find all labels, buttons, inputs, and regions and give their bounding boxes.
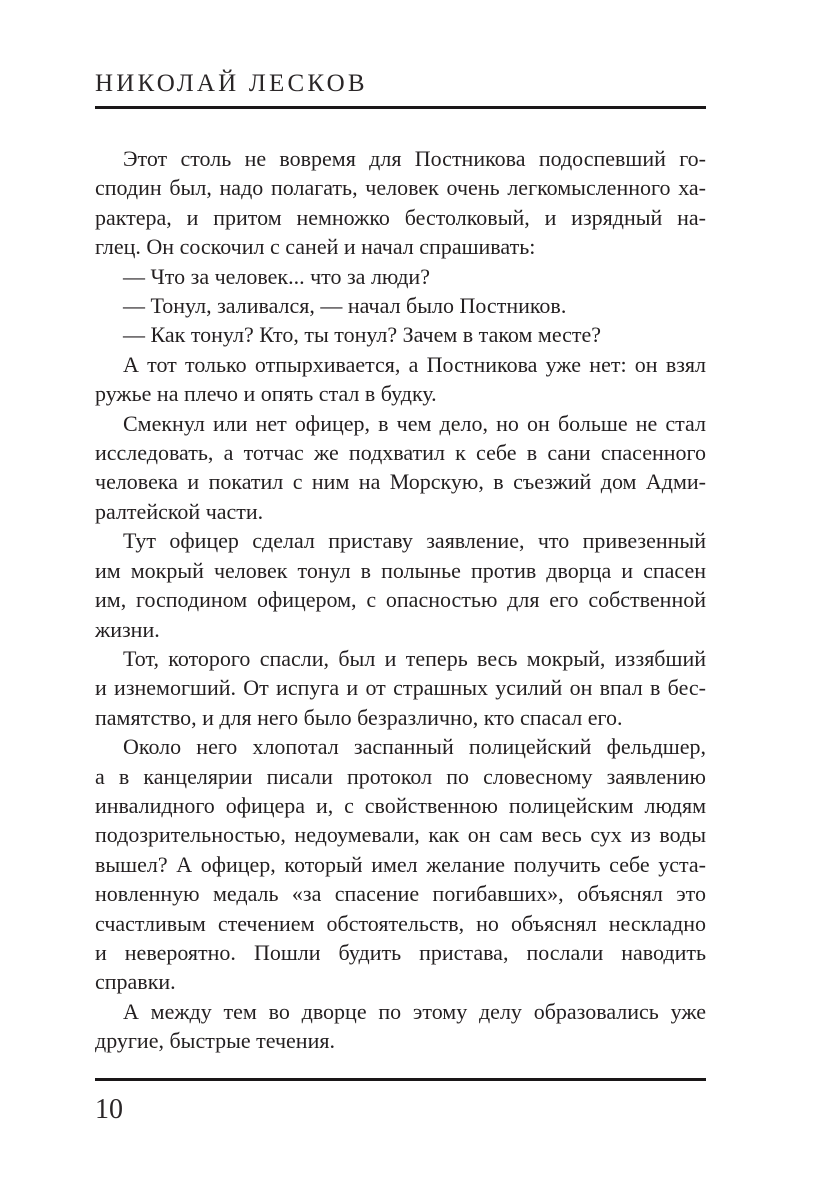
text-line: другие, быстрые течения.	[95, 1028, 335, 1054]
running-header-author: НИКОЛАЙ ЛЕСКОВ	[95, 70, 368, 97]
text-line: — Тонул, заливался, — начал было Постников.	[123, 293, 567, 319]
text-line: Этот столь не вовремя для Постникова подоспевший го-	[123, 146, 706, 171]
text-line: человека и покатил с ним на Морскую, в съезжий дом Адми-	[95, 469, 706, 495]
footer-rule	[95, 1078, 706, 1081]
text-line: Смекнул или нет офицер, в чем дело, но он больше не стал	[123, 410, 706, 436]
text-line: А тот только отпырхивается, а Постникова уже нет: он взял	[123, 351, 706, 377]
text-line: исследовать, а тотчас же подхватил к себе в сани спасенного	[95, 440, 706, 466]
text-line: вышел? А офицер, который имел желание получить себе уста-	[95, 851, 706, 877]
text-line: новленную медаль «за спасение погибавших», объяснял это	[95, 881, 706, 907]
text-line: рактера, и притом немножко бестолковый, и изрядный на-	[95, 204, 706, 230]
text-line: Тот, которого спасли, был и теперь весь мокрый, иззябший	[123, 645, 706, 671]
page-number: 10	[95, 1094, 123, 1125]
header-rule	[95, 106, 706, 109]
text-line: инвалидного офицера и, с свойственною полицейским людям	[95, 792, 706, 818]
text-line: и изнемогший. От испуга и от страшных усилий он впал в бес-	[95, 675, 706, 701]
text-line: ралтейской части.	[95, 498, 264, 524]
text-line: а в канцелярии писали протокол по словесному заявлению	[95, 763, 706, 789]
text-line: им мокрый человек тонул в полынье против дворца и спасен	[95, 557, 706, 583]
text-line: глец. Он соскочил с саней и начал спрашивать:	[95, 234, 536, 260]
text-line: справки.	[95, 969, 176, 995]
text-line: Тут офицер сделал приставу заявление, что привезенный	[123, 528, 706, 554]
text-line: — Что за человек... что за люди?	[123, 263, 430, 289]
text-line: — Как тонул? Кто, ты тонул? Зачем в таком месте?	[123, 322, 602, 348]
text-line: подозрительностью, недоумевали, как он сам весь сух из воды	[95, 822, 706, 848]
text-line: сподин был, надо полагать, человек очень легкомысленного ха-	[95, 175, 706, 201]
text-line: ружье на плечо и опять стал в будку.	[95, 381, 437, 407]
text-line: Около него хлопотал заспанный полицейский фельдшер,	[123, 734, 706, 760]
text-line: и невероятно. Пошли будить пристава, послали наводить	[95, 939, 706, 965]
text-line: им, господином офицером, с опасностью для его собственной	[95, 587, 706, 613]
text-line: счастливым стечением обстоятельств, но объяснял нескладно	[95, 910, 706, 936]
text-line: памятство, и для него было безразлично, кто спасал его.	[95, 704, 623, 730]
page-body-text	[95, 144, 706, 1056]
text-line: А между тем во дворце по этому делу образовались уже	[123, 998, 706, 1024]
text-line: жизни.	[95, 616, 160, 642]
